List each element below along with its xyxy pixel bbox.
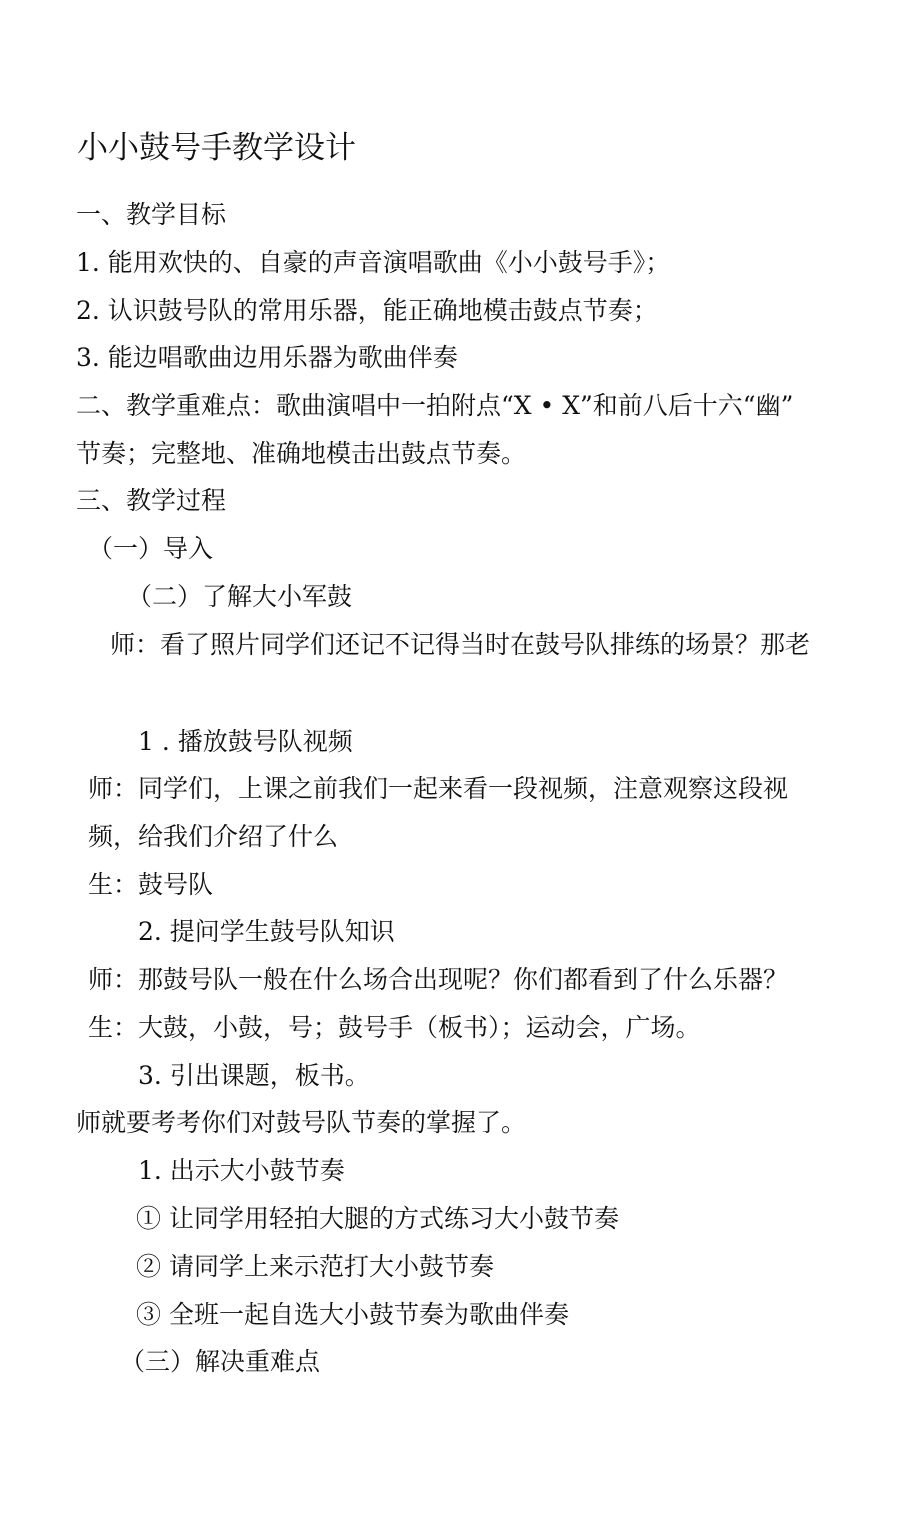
page-title: 小小鼓号手教学设计 xyxy=(77,130,356,166)
teacher-line-video: 师：同学们，上课之前我们一起来看一段视频，注意观察这段视 xyxy=(88,774,789,803)
step-introduce-topic: 3. 引出课题，板书。 xyxy=(138,1061,370,1090)
rhythm-item-2: ② 请同学上来示范打大小鼓节奏 xyxy=(136,1252,494,1281)
teacher-line-rhythm: 师就要考考你们对鼓号队节奏的掌握了。 xyxy=(76,1108,527,1137)
step-play-video: 1 . 播放鼓号队视频 xyxy=(138,727,353,756)
objective-item-2: 2. 认识鼓号队的常用乐器，能正确地模击鼓点节奏； xyxy=(76,296,658,325)
section-heading-objectives: 一、教学目标 xyxy=(76,200,227,229)
step-show-rhythm: 1. 出示大小鼓节奏 xyxy=(138,1156,345,1185)
student-line-drum-corps: 生：鼓号队 xyxy=(88,870,214,899)
objective-item-1: 1. 能用欢快的、自豪的声音演唱歌曲《小小鼓号手》； xyxy=(76,248,671,277)
step-ask-knowledge: 2. 提问学生鼓号队知识 xyxy=(138,917,395,946)
subsection-drums: （二）了解大小军鼓 xyxy=(127,582,353,611)
section-heading-process: 三、教学过程 xyxy=(76,486,227,515)
rhythm-item-3: ③ 全班一起自选大小鼓节奏为歌曲伴奏 xyxy=(136,1300,569,1329)
key-points-continued: 节奏；完整地、准确地模击出鼓点节奏。 xyxy=(76,439,527,468)
teacher-line-video-continued: 频，给我们介绍了什么 xyxy=(88,822,339,851)
student-line-answer: 生：大鼓，小鼓，号；鼓号手（板书）；运动会，广场。 xyxy=(88,1013,701,1042)
subsection-key-difficulties: （三）解决重难点 xyxy=(120,1347,321,1376)
rhythm-item-1: ① 让同学用轻拍大腿的方式练习大小鼓节奏 xyxy=(136,1204,619,1233)
objective-item-3: 3. 能边唱歌曲边用乐器为歌曲伴奏 xyxy=(76,343,458,372)
teacher-line-question: 师：那鼓号队一般在什么场合出现呢？你们都看到了什么乐器？ xyxy=(88,965,789,994)
subsection-intro: （一）导入 xyxy=(88,534,214,563)
teacher-line-photo: 师：看了照片同学们还记不记得当时在鼓号队排练的场景？那老 xyxy=(110,630,811,659)
section-heading-key-points: 二、教学重难点：歌曲演唱中一拍附点“X • X”和前八后十六“幽” xyxy=(76,391,794,420)
